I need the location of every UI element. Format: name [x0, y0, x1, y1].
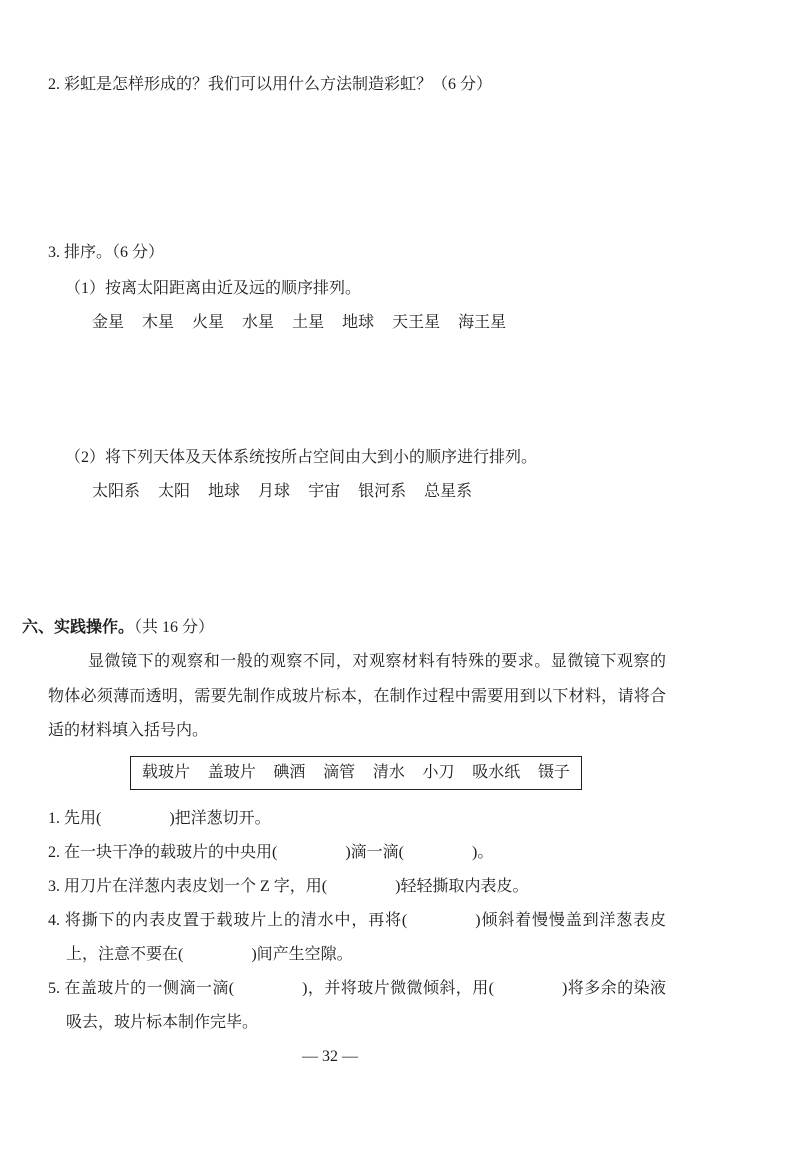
- section-title: 六、实践操作。: [22, 619, 135, 636]
- intro-line-2: 物体必须薄而透明，需要先制作成玻片标本，在制作过程中需要用到以下材料，请将合: [48, 688, 666, 705]
- material-item: 镊子: [537, 764, 570, 781]
- answer-blank: [494, 992, 562, 993]
- question-2-rainbow: 2. 彩虹是怎样形成的？我们可以用什么方法制造彩虹？（6 分）: [48, 76, 493, 93]
- sort-item-celestial: 太阳系: [92, 483, 141, 500]
- question-3-title: 3. 排序。（6 分）: [48, 244, 165, 261]
- sort-item-celestial: 宇宙: [308, 483, 341, 500]
- step-4-line-1: [48, 911, 666, 931]
- step-text: 上，注意不要在(: [66, 946, 184, 963]
- sort-item-planet: 木星: [142, 314, 175, 331]
- sort-item-planet: 火星: [192, 314, 225, 331]
- answer-blank: [234, 992, 302, 993]
- page-number: — 32 —: [302, 1048, 358, 1065]
- step-3: [48, 877, 528, 897]
- step-text: )滴一滴(: [345, 844, 405, 861]
- material-item: 碘酒: [273, 764, 306, 781]
- sort-item-celestial: 地球: [208, 483, 241, 500]
- sort-item-celestial: 太阳: [158, 483, 191, 500]
- sort-item-planet: 海王星: [458, 314, 507, 331]
- step-text: 1. 先用(: [48, 810, 102, 827]
- step-text: )，并将玻片微微倾斜，用(: [302, 980, 495, 997]
- sort-item-planet: 土星: [292, 314, 325, 331]
- material-item: 小刀: [422, 764, 455, 781]
- step-text: 4. 将撕下的内表皮置于载玻片上的清水中，再将(: [48, 912, 408, 929]
- question-3-part-2-items: [92, 482, 472, 502]
- materials-box: [130, 756, 582, 790]
- sort-item-planet: 水星: [242, 314, 275, 331]
- step-text: 吸去，玻片标本制作完毕。: [66, 1014, 259, 1031]
- section-6-heading: [22, 618, 214, 638]
- answer-blank: [101, 822, 169, 823]
- step-text: 2. 在一块干净的载玻片的中央用(: [48, 844, 278, 861]
- step-text: )间产生空隙。: [251, 946, 353, 963]
- step-5-line-2: [66, 1013, 258, 1033]
- material-item: 清水: [372, 764, 405, 781]
- step-text: 3. 用刀片在洋葱内表皮划一个 Z 字，用(: [48, 878, 328, 895]
- sort-item-celestial: 总星系: [424, 483, 473, 500]
- step-text: )将多余的染液: [562, 980, 666, 997]
- question-3-part-1-items: [92, 313, 506, 333]
- sort-item-planet: 地球: [342, 314, 375, 331]
- step-text: )倾斜着慢慢盖到洋葱表皮: [475, 912, 666, 929]
- step-text: )。: [472, 844, 494, 861]
- sort-item-planet: 天王星: [392, 314, 441, 331]
- answer-blank: [404, 856, 472, 857]
- step-text: 5. 在盖玻片的一侧滴一滴(: [48, 980, 235, 997]
- step-text: )轻轻撕取内表皮。: [395, 878, 529, 895]
- answer-blank: [327, 890, 395, 891]
- material-item: 载玻片: [142, 764, 191, 781]
- step-2: [48, 843, 493, 863]
- step-1: [48, 809, 271, 829]
- sort-item-celestial: 月球: [258, 483, 291, 500]
- step-5-line-1: [48, 979, 666, 999]
- sort-item-planet: 金星: [92, 314, 125, 331]
- step-4-line-2: [66, 945, 353, 965]
- answer-blank: [277, 856, 345, 857]
- question-3-part-1-prompt: （1）按离太阳距离由近及远的顺序排列。: [65, 280, 362, 297]
- material-item: 盖玻片: [207, 764, 256, 781]
- question-3-part-2-prompt: （2）将下列天体及天体系统按所占空间由大到小的顺序进行排列。: [65, 449, 538, 466]
- material-item: 滴管: [323, 764, 356, 781]
- step-text: )把洋葱切开。: [169, 810, 271, 827]
- sort-item-celestial: 银河系: [358, 483, 407, 500]
- answer-blank: [407, 924, 475, 925]
- section-points: （共 16 分）: [134, 619, 215, 636]
- answer-blank: [183, 958, 251, 959]
- intro-line-1: 显微镜下的观察和一般的观察不同，对观察材料有特殊的要求。显微镜下观察的: [88, 653, 666, 670]
- material-item: 吸水纸: [472, 764, 521, 781]
- intro-line-3: 适的材料填入括号内。: [48, 722, 209, 739]
